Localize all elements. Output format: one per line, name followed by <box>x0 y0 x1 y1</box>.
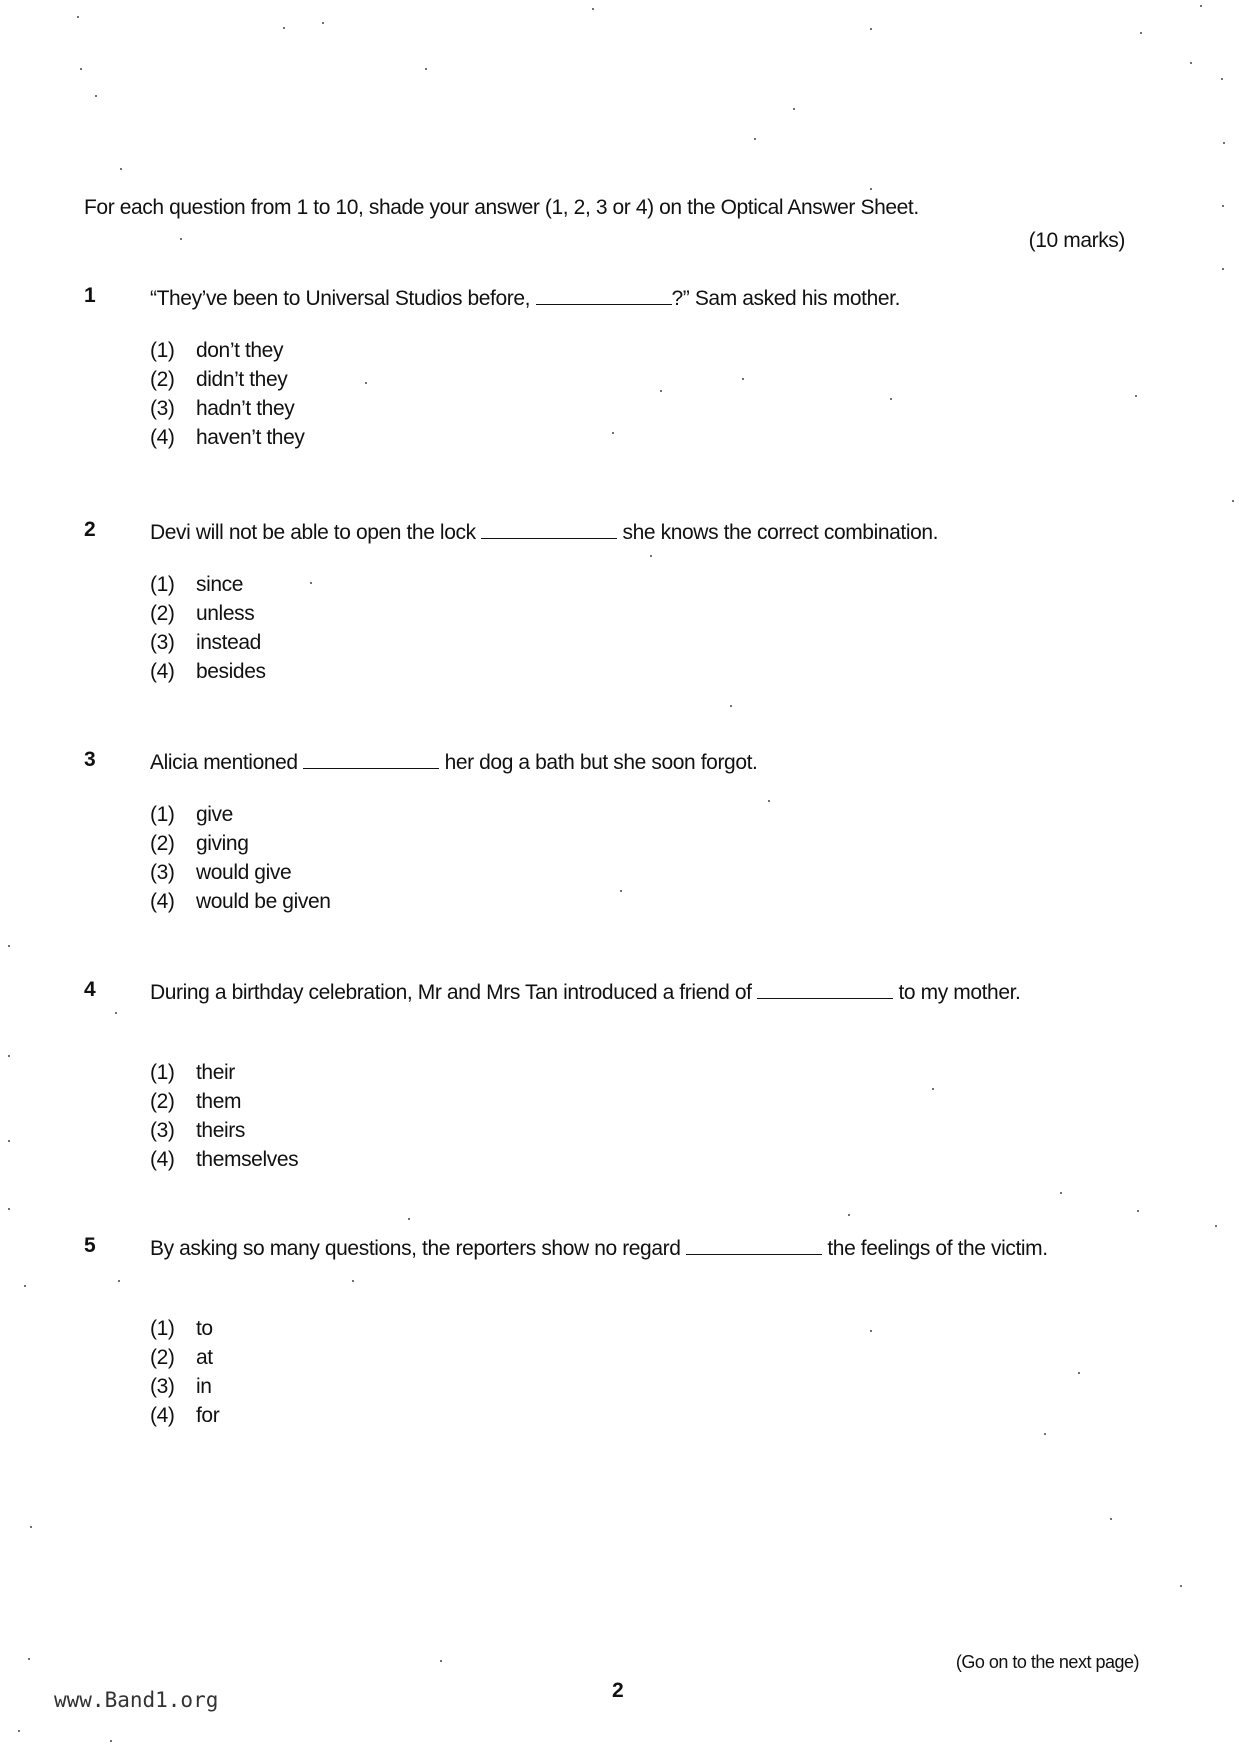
scan-speck <box>365 382 367 384</box>
stem-before: Devi will not be able to open the lock <box>150 521 476 544</box>
page-number: 2 <box>612 1679 624 1702</box>
scan-speck <box>28 1658 30 1660</box>
stem-before: During a birthday celebration, Mr and Mrs Tan introduced a friend of <box>150 981 752 1004</box>
scan-speck <box>1222 205 1224 207</box>
option: (3) theirs <box>150 1119 245 1142</box>
options-list <box>150 1314 219 1430</box>
scan-speck <box>24 1285 26 1287</box>
option: (2) them <box>150 1090 242 1113</box>
scan-speck <box>1135 395 1137 397</box>
question-stem <box>150 1234 1080 1263</box>
scan-speck <box>95 95 97 97</box>
scan-speck <box>1200 5 1202 7</box>
scan-speck <box>310 582 312 584</box>
stem-before: Alicia mentioned <box>150 751 298 774</box>
scan-speck <box>1221 78 1223 80</box>
scan-speck <box>1137 1210 1139 1212</box>
question-stem <box>150 978 1040 1007</box>
scan-speck <box>18 1730 20 1732</box>
answer-blank <box>757 980 893 999</box>
option: (1) to <box>150 1317 213 1340</box>
options-list <box>150 1058 298 1174</box>
scan-speck <box>592 8 594 10</box>
question-number: 4 <box>84 978 96 1001</box>
scan-speck <box>870 1330 872 1332</box>
scan-speck <box>8 1055 10 1057</box>
scan-speck <box>660 390 662 392</box>
option: (3) in <box>150 1375 212 1398</box>
scan-speck <box>730 705 732 707</box>
option: (4) for <box>150 1404 220 1427</box>
scan-speck <box>30 1526 32 1528</box>
scan-speck <box>425 68 427 70</box>
scan-speck <box>848 1214 850 1216</box>
option: (4) besides <box>150 660 266 683</box>
option: (1) give <box>150 803 233 826</box>
scan-speck <box>440 1660 442 1662</box>
option: (3) instead <box>150 631 261 654</box>
scan-speck <box>932 1088 934 1090</box>
scan-speck <box>1140 32 1142 34</box>
marks-label: (10 marks) <box>1028 229 1125 252</box>
question-number: 2 <box>84 518 96 541</box>
scan-speck <box>612 432 614 434</box>
instructions: For each question from 1 to 10, shade your answer (1, 2, 3 or 4) on the Optical Answer Sheet. <box>84 196 919 219</box>
scan-speck <box>1044 1433 1046 1435</box>
scan-speck <box>1232 500 1234 502</box>
answer-blank <box>481 520 617 539</box>
scan-speck <box>1190 62 1192 64</box>
option: (2) at <box>150 1346 213 1369</box>
stem-after: ?” Sam asked his mother. <box>671 287 901 310</box>
stem-after: to my mother. <box>898 981 1021 1004</box>
website-footer: www.Band1.org <box>54 1688 219 1712</box>
question-number: 5 <box>84 1234 96 1257</box>
scan-speck <box>322 22 324 24</box>
scan-speck <box>77 16 79 18</box>
scan-speck <box>650 555 652 557</box>
options-list <box>150 800 331 916</box>
scan-speck <box>754 138 756 140</box>
stem-after: her dog a bath but she soon forgot. <box>444 751 758 774</box>
question-stem <box>150 518 1080 547</box>
scan-speck <box>1110 1518 1112 1520</box>
scan-speck <box>1180 1585 1182 1587</box>
scan-speck <box>1223 142 1225 144</box>
stem-after: the feelings of the victim. <box>827 1237 1048 1260</box>
scan-speck <box>8 945 10 947</box>
option: (2) giving <box>150 832 249 855</box>
question-number: 3 <box>84 748 96 771</box>
answer-blank <box>536 286 672 305</box>
scan-speck <box>742 378 744 380</box>
scan-speck <box>8 1208 10 1210</box>
scan-speck <box>870 28 872 30</box>
scan-speck <box>352 1280 354 1282</box>
options-list <box>150 570 266 686</box>
answer-blank <box>686 1236 822 1255</box>
scan-speck <box>890 398 892 400</box>
stem-before: “They’ve been to Universal Studios before, <box>150 287 531 310</box>
option: (1) don’t they <box>150 339 284 362</box>
stem-before: By asking so many questions, the reporters show no regard <box>150 1237 681 1260</box>
option: (4) haven’t they <box>150 426 305 449</box>
scan-speck <box>80 68 82 70</box>
scan-speck <box>1060 1192 1062 1194</box>
answer-blank <box>303 750 439 769</box>
scan-speck <box>870 188 872 190</box>
scan-speck <box>1215 1225 1217 1227</box>
scan-speck <box>115 1012 117 1014</box>
question-number: 1 <box>84 284 96 307</box>
option: (3) hadn’t they <box>150 397 295 420</box>
scan-speck <box>110 1740 112 1742</box>
scan-speck <box>180 238 182 240</box>
scan-speck <box>8 1140 10 1142</box>
option: (3) would give <box>150 861 292 884</box>
question-stem <box>150 284 1080 313</box>
scan-speck <box>120 168 122 170</box>
options-list <box>150 336 304 452</box>
option: (2) didn’t they <box>150 368 288 391</box>
option: (4) would be given <box>150 890 331 913</box>
option: (1) their <box>150 1061 235 1084</box>
scan-speck <box>620 890 622 892</box>
scan-speck <box>408 1218 410 1220</box>
next-page-note: (Go on to the next page) <box>955 1652 1139 1672</box>
scan-speck <box>768 800 770 802</box>
option: (4) themselves <box>150 1148 299 1171</box>
scan-speck <box>1222 268 1224 270</box>
scan-speck <box>793 108 795 110</box>
scan-speck <box>1078 1372 1080 1374</box>
stem-after: she knows the correct combination. <box>622 521 939 544</box>
scan-speck <box>118 1280 120 1282</box>
question-stem <box>150 748 1080 777</box>
option: (2) unless <box>150 602 255 625</box>
scan-speck <box>283 27 285 29</box>
option: (1) since <box>150 573 244 596</box>
